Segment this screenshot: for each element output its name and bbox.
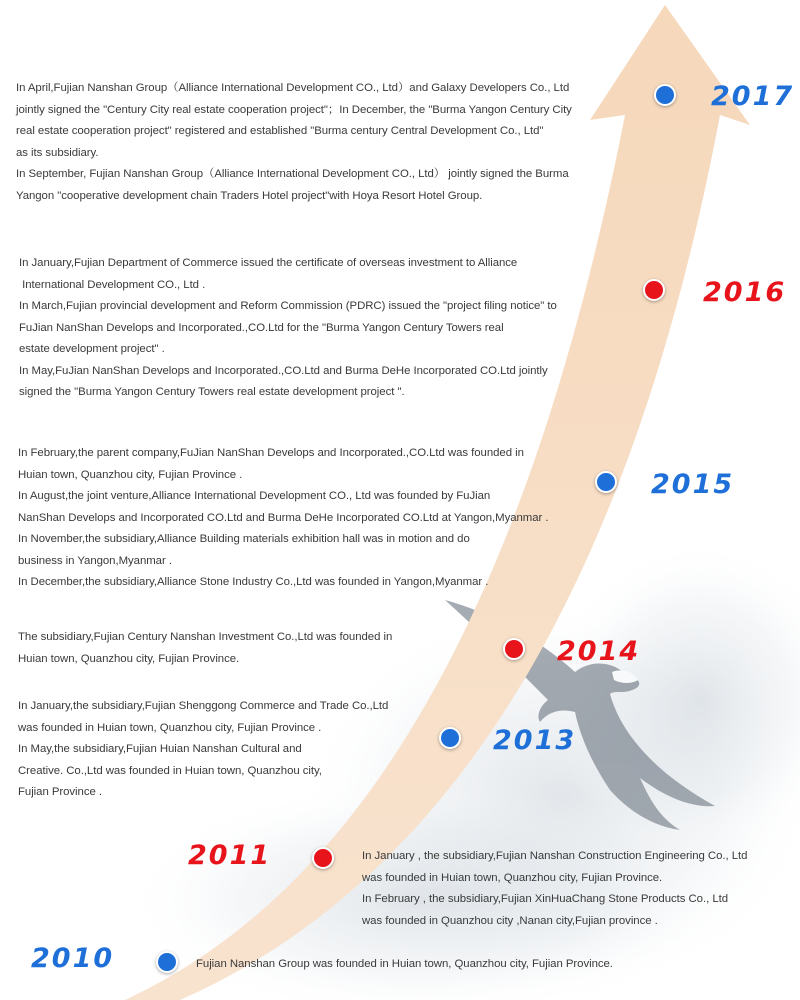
milestone-2013-text — [18, 696, 388, 804]
year-2015-label: 2015 — [651, 469, 735, 500]
milestone-2015-text — [18, 443, 549, 594]
milestone-line: Creative. Co.,Ltd was founded in Huian town, Quanzhou city, — [18, 764, 322, 777]
timeline-dot-2015 — [595, 471, 617, 493]
timeline-dot-2013 — [439, 727, 461, 749]
timeline-dot-2016 — [643, 279, 665, 301]
milestone-line: In August,the joint venture,Alliance International Development CO., Ltd was founded by FuJian — [18, 490, 491, 502]
timeline-dot-2017 — [654, 84, 676, 106]
milestone-line: Huian town, Quanzhou city, Fujian Province. — [18, 652, 240, 665]
year-2011-label: 2011 — [188, 840, 272, 871]
year-2010-label: 2010 — [31, 943, 115, 974]
milestone-line: real estate cooperation project" registered and established "Burma century Central Development Co., Ltd" — [16, 125, 544, 137]
milestone-line: In February,the parent company,FuJian NanShan Develops and Incorporated.,CO.Ltd was founded in — [18, 447, 524, 459]
milestone-line: was founded in Huian town, Quanzhou city, Fujian Province. — [362, 871, 663, 884]
milestone-line: Yangon "cooperative development chain Traders Hotel project"with Hoya Resort Hotel Group. — [16, 189, 483, 202]
milestone-line: In May,the subsidiary,Fujian Huian Nanshan Cultural and — [18, 743, 302, 755]
milestone-2017-text — [16, 78, 572, 207]
milestone-line: was founded in Quanzhou city ,Nanan city,Fujian province . — [362, 914, 658, 927]
milestone-line: In September, Fujian Nanshan Group（Alliance International Development CO., Ltd） jointly signed the Burma — [16, 168, 569, 180]
milestone-2011-text — [362, 846, 747, 932]
milestone-line: FuJian NanShan Develops and Incorporated.,CO.Ltd for the "Burma Yangon Century Towers real — [19, 321, 504, 334]
milestone-line: Fujian Nanshan Group was founded in Huian town, Quanzhou city, Fujian Province. — [196, 958, 613, 970]
milestone-line: Fujian Province . — [18, 786, 102, 798]
milestone-line: Huian town, Quanzhou city, Fujian Province . — [18, 468, 243, 481]
milestone-line: In April,Fujian Nanshan Group（Alliance International Development CO., Ltd）and Galaxy Developers Co., Ltd — [16, 82, 570, 94]
milestone-2016-text — [19, 253, 557, 404]
year-2016-label: 2016 — [703, 277, 787, 308]
milestone-line: estate development project" . — [19, 343, 165, 355]
timeline-dot-2014 — [503, 638, 525, 660]
milestone-line: In January,Fujian Department of Commerce issued the certificate of overseas investment to Alliance — [19, 257, 518, 269]
timeline-dot-2011 — [312, 847, 334, 869]
milestone-line: In November,the subsidiary,Alliance Building materials exhibition hall was in motion and do — [18, 533, 470, 545]
milestone-line: business in Yangon,Myanmar . — [18, 554, 172, 567]
milestone-line: International Development CO., Ltd . — [19, 278, 206, 291]
year-2014-label: 2014 — [557, 636, 641, 667]
year-2017-label: 2017 — [711, 81, 795, 112]
milestone-line: as its subsidiary. — [16, 146, 99, 159]
milestone-line: In March,Fujian provincial development and Reform Commission (PDRC) issued the "project filing notice" to — [19, 300, 557, 312]
milestone-line: was founded in Huian town, Quanzhou city, Fujian Province . — [18, 721, 322, 734]
milestone-line: NanShan Develops and Incorporated CO.Ltd and Burma DeHe Incorporated CO.Ltd at Yangon,Myanmar . — [18, 511, 549, 524]
milestone-2010-text — [196, 954, 613, 976]
milestone-line: In May,FuJian NanShan Develops and Incorporated.,CO.Ltd and Burma DeHe Incorporated CO.Ltd jointly — [19, 364, 548, 377]
year-2013-label: 2013 — [493, 725, 577, 756]
milestone-line: In December,the subsidiary,Alliance Stone Industry Co.,Ltd was founded in Yangon,Myanmar . — [18, 576, 489, 588]
milestone-2014-text — [18, 627, 392, 670]
milestone-line: In January,the subsidiary,Fujian Shenggong Commerce and Trade Co.,Ltd — [18, 700, 389, 712]
timeline-dot-2010 — [156, 951, 178, 973]
milestone-line: The subsidiary,Fujian Century Nanshan Investment Co.,Ltd was founded in — [18, 631, 393, 643]
milestone-line: jointly signed the "Century City real estate cooperation project"；In December, the "Burma Yangon Century City — [16, 103, 572, 116]
milestone-line: In January , the subsidiary,Fujian Nanshan Construction Engineering Co., Ltd — [362, 850, 748, 862]
milestone-line: signed the "Burma Yangon Century Towers real estate development project ". — [19, 386, 405, 398]
milestone-line: In February , the subsidiary,Fujian XinHuaChang Stone Products Co., Ltd — [362, 893, 729, 905]
